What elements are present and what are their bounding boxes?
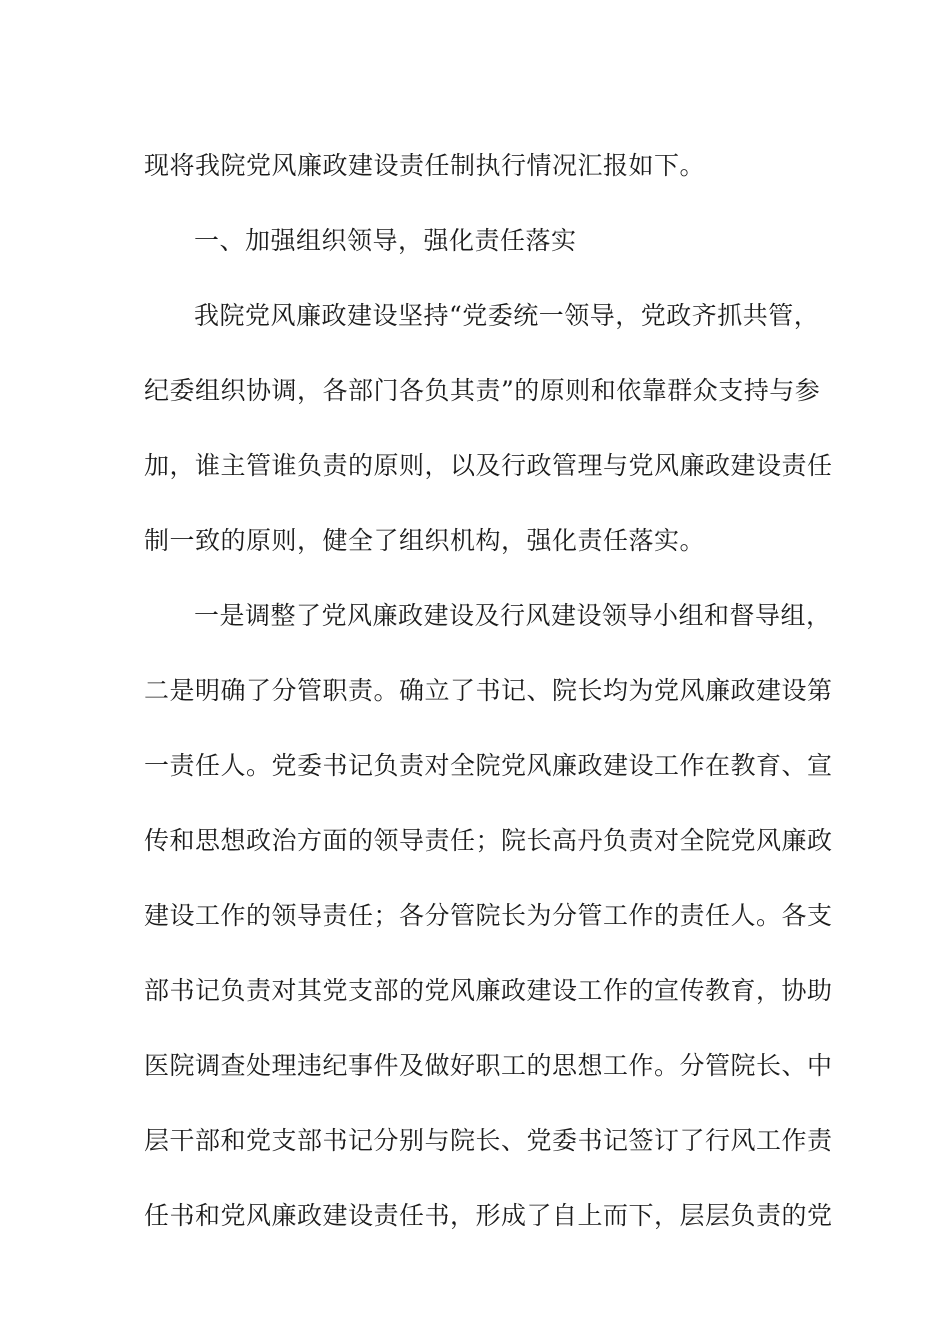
text-line: 建设工作的领导责任；各分管院长为分管工作的责任人。各支: [144, 901, 833, 930]
body-text: [144, 128, 833, 1253]
text-line: 纪委组织协调，各部门各负其责”的原则和依靠群众支持与参: [144, 376, 821, 405]
text-line: 一是调整了党风廉政建设及行风建设领导小组和督导组，: [194, 601, 832, 630]
text-line: 制一致的原则，健全了组织机构，强化责任落实。: [144, 526, 706, 555]
text-line: 部书记负责对其党支部的党风廉政建设工作的宣传教育，协助: [144, 976, 833, 1005]
text-line: 一责任人。党委书记负责对全院党风廉政建设工作在教育、宣: [144, 751, 833, 780]
text-line: 任书和党风廉政建设责任书，形成了自上而下，层层负责的党: [144, 1201, 833, 1230]
text-line: 现将我院党风廉政建设责任制执行情况汇报如下。: [144, 151, 706, 180]
text-line: 二是明确了分管职责。确立了书记、院长均为党风廉政建设第: [144, 676, 833, 705]
text-line: 我院党风廉政建设坚持“党委统一领导，党政齐抓共管，: [194, 301, 820, 330]
text-line: 传和思想政治方面的领导责任；院长高丹负责对全院党风廉政: [144, 826, 833, 855]
text-line: 层干部和党支部书记分别与院长、党委书记签订了行风工作责: [144, 1126, 833, 1155]
text-line: 医院调查处理违纪事件及做好职工的思想工作。分管院长、中: [144, 1051, 833, 1080]
text-line: 加，谁主管谁负责的原则，以及行政管理与党风廉政建设责任: [144, 451, 833, 480]
section-heading: 一、加强组织领导，强化责任落实: [194, 226, 577, 255]
